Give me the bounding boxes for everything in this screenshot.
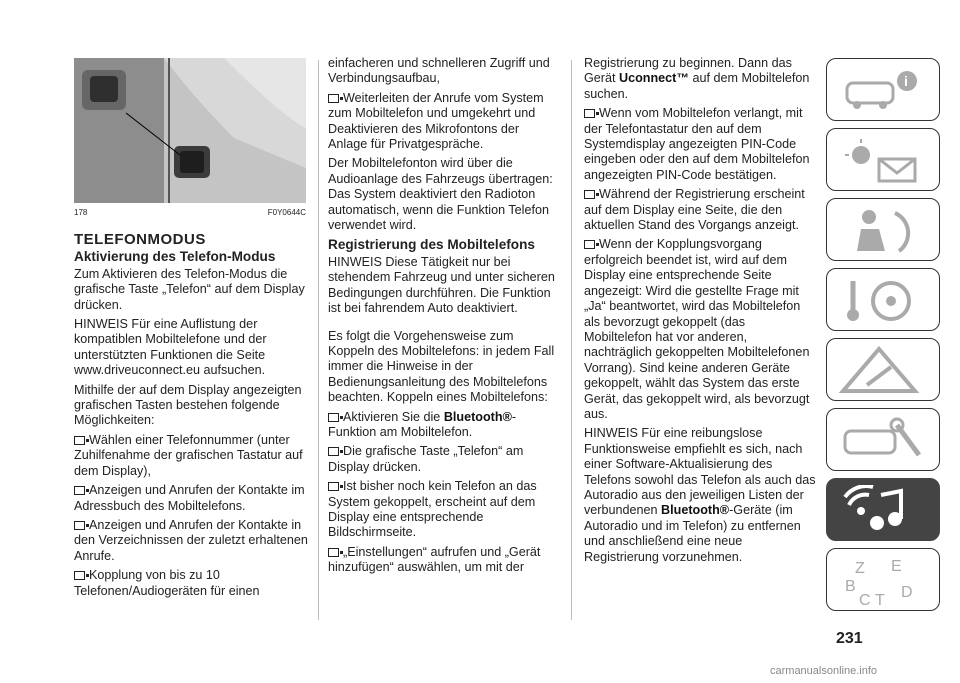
tab-multimedia[interactable] [826, 478, 940, 541]
index-icon [839, 555, 929, 605]
warning-lights-icon [839, 135, 929, 185]
index-letter: T [875, 592, 885, 605]
dashboard-button-illustration [74, 58, 306, 203]
multimedia-icon [839, 485, 929, 535]
paragraph: Mithilfe der auf dem Display angezeigten grafischen Tasten bestehen folgende Möglichkeiten: [74, 382, 302, 428]
section-title: TELEFONMODUS [74, 231, 206, 248]
tab-car-info[interactable] [826, 58, 940, 121]
tab-maintenance[interactable] [826, 408, 940, 471]
list-item: Weiterleiten der Anrufe vom System zum Mobiltelefon und umgekehrt und Deaktivieren des Mikrofontons der Anlage für Privatgespräche. [328, 90, 544, 152]
subsection-title: Aktivierung des Telefon-Modus [74, 249, 276, 265]
paragraph: Registrierung zu beginnen. Dann das Gerät Uconnect™ auf dem Mobiltelefon suchen. [584, 56, 810, 101]
paragraph: Es folgt die Vorgehensweise zum Koppeln des Mobiltelefons: in jedem Fall immer die Hinweise in der Bedienungsanleitung des Mobiltelefons beachten. Koppeln eines Mobiltelefons: [328, 328, 555, 405]
index-letter: Z [855, 560, 865, 577]
bullet-icon [74, 436, 85, 445]
index-letter: E [891, 558, 902, 575]
page-number: 231 [836, 630, 863, 647]
column-2 [328, 56, 560, 580]
emergency-icon [839, 345, 929, 395]
bullet-icon [74, 486, 85, 495]
bullet-icon [328, 447, 339, 456]
chapter-tabs [826, 58, 942, 618]
tab-safety[interactable] [826, 198, 940, 261]
note-paragraph: HINWEIS Für eine Auflistung der kompatiblen Mobiltelefone und der unterstützten Funktionen die Seite www.driveuconnect.eu aufsuchen. [74, 317, 267, 378]
paragraph: Der Mobiltelefonton wird über die Audioanlage des Fahrzeugs übertragen: Das System deaktiviert den Radioton automatisch, wenn die Funktion Telefon verwendet wird. [328, 156, 553, 233]
starting-driving-icon [839, 275, 929, 325]
column-divider [318, 60, 319, 620]
tab-emergency[interactable] [826, 338, 940, 401]
list-item: Wenn der Kopplungsvorgang erfolgreich beendet ist, wird auf dem Display eine entsprechende Seite angezeigt: Wird die gestellte Frage mit „Ja“ beantwortet, wird das Mobiltelefon als bevorzugt gekoppelt (das Mobiltelefon hat vor anderen, nachträglich gekoppelten Mobiltelefonen Vorrang). Sind keine anderen Geräte gekoppelt, wählt das System das erste Gerät, das gekoppelt wird, als bevorzugt aus. [584, 237, 810, 421]
safety-icon [839, 205, 929, 255]
bullet-icon [74, 521, 85, 530]
list-item: Wählen einer Telefonnummer (unter Zuhilfenahme der grafischen Tastatur auf dem Display), [74, 432, 303, 478]
subsection-title: Registrierung des Mobiltelefons [328, 237, 535, 253]
figure-photo [74, 58, 306, 203]
list-item: Während der Registrierung erscheint auf dem Display eine Seite, die den aktuellen Stand des Vorgangs anzeigt. [584, 187, 805, 233]
list-item: Die grafische Taste „Telefon“ am Display drücken. [328, 444, 524, 474]
list-item: Aktivieren Sie die Bluetooth®-Funktion am Mobiltelefon. [328, 409, 517, 439]
maintenance-icon [839, 415, 929, 465]
list-item: „Einstellungen“ aufrufen und „Gerät hinzufügen“ auswählen, um mit der [328, 544, 541, 575]
note-paragraph: HINWEIS Diese Tätigkeit nur bei stehendem Fahrzeug und unter sicheren Bedingungen durchführen. Die Funktion ist bei fahrendem Auto deaktiviert. [328, 254, 555, 316]
paragraph: Zum Aktivieren des Telefon-Modus die grafische Taste „Telefon“ auf dem Display drücken. [74, 266, 305, 312]
tab-starting-driving[interactable] [826, 268, 940, 331]
list-item: Kopplung von bis zu 10 Telefonen/Audiogeräten für einen [74, 568, 260, 598]
column-3 [584, 56, 816, 569]
column-1 [74, 232, 308, 603]
note-paragraph: HINWEIS Für eine reibungslose Funktionsweise empfiehlt es sich, nach einer Software-Aktualisierung des Telefons sowohl das Telefon als auch das Autoradio aus den jeweiligen Listen der verbundenen Bluetooth®-Geräte (im Autoradio und im Telefon) zu entfernen und anschließend eine neue Registrierung vorzunehmen. [584, 426, 816, 564]
bullet-icon [584, 190, 595, 199]
bullet-icon [74, 571, 85, 580]
bullet-icon [584, 109, 595, 118]
list-item: Anzeigen und Anrufen der Kontakte in den Verzeichnissen der zuletzt erhaltenen Anrufe. [74, 517, 308, 563]
bullet-icon [328, 413, 339, 422]
footer-watermark: carmanualsonline.info [770, 665, 878, 677]
bullet-icon [328, 548, 339, 557]
tab-warning-lights[interactable] [826, 128, 940, 191]
bullet-icon [584, 240, 595, 249]
list-item: Wenn vom Mobiltelefon verlangt, mit der Telefontastatur den auf dem Systemdisplay angezeigten PIN-Code eingeben oder den auf dem Mobiltelefon angezeigten PIN-Code bestätigen. [584, 106, 810, 182]
index-letter: D [901, 584, 913, 601]
paragraph: einfacheren und schnelleren Zugriff und Verbindungsaufbau, [328, 56, 550, 86]
bullet-icon [328, 482, 339, 491]
figure-number: 178 [74, 208, 88, 217]
figure-caption [74, 208, 306, 217]
column-divider [571, 60, 572, 620]
car-info-icon [839, 65, 929, 115]
list-item: Ist bisher noch kein Telefon an das System gekoppelt, erscheint auf dem Display eine entsprechende Bildschirmseite. [328, 479, 537, 540]
svg-text:i: i [904, 73, 908, 89]
index-letter: B [845, 578, 856, 595]
figure-code: F0Y0644C [267, 208, 306, 217]
index-letter: C [859, 592, 871, 605]
tab-index[interactable] [826, 548, 940, 611]
bullet-icon [328, 94, 339, 103]
list-item: Anzeigen und Anrufen der Kontakte im Adressbuch des Mobiltelefons. [74, 483, 305, 513]
